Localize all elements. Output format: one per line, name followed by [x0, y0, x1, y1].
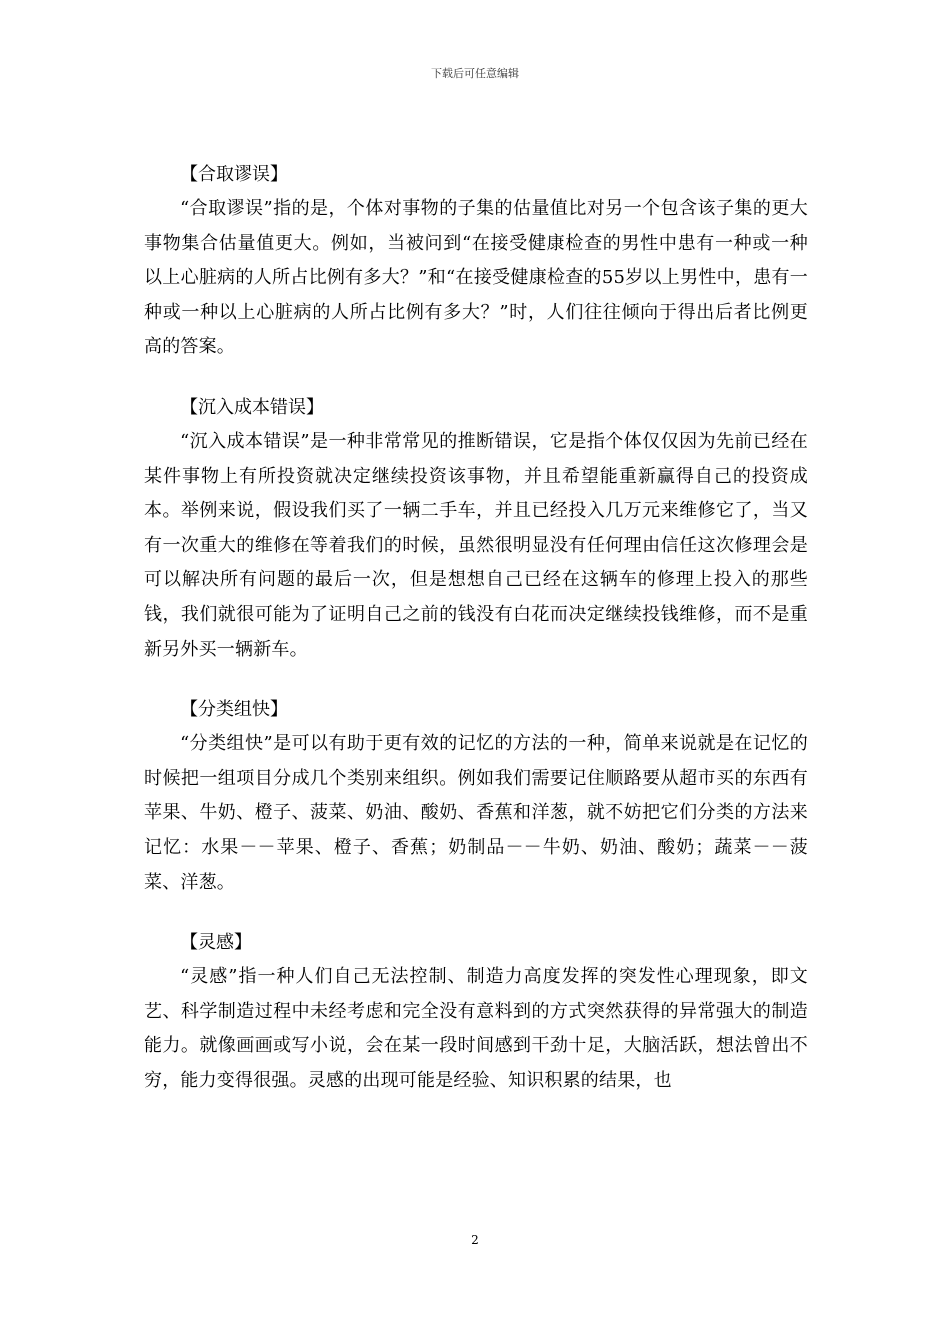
page-header: 下载后可任意编辑	[431, 67, 519, 80]
document-body	[144, 158, 808, 1124]
section-paragraph: “灵感”指一种人们自己无法控制、制造力高度发挥的突发性心理现象，即文艺、科学制造过程中未经考虑和完全没有意料到的方式突然获得的异常强大的制造能力。就像画画或写小说，会在某一段时间感到干劲十足，大脑活跃，想法曾出不穷，能力变得很强。灵感的出现可能是经验、知识积累的结果，也	[144, 966, 808, 1091]
section-title: 【合取谬误】	[180, 164, 288, 185]
section-chunking	[144, 693, 808, 900]
section-sunk-cost-error	[144, 391, 808, 667]
section-paragraph: “分类组快”是可以有助于更有效的记忆的方法的一种，简单来说就是在记忆的时候把一组项目分成几个类别来组织。例如我们需要记住顺路要从超市买的东西有苹果、牛奶、橙子、菠菜、奶油、酸奶、香蕉和洋葱，就不妨把它们分类的方法来记忆：水果－－苹果、橙子、香蕉；奶制品－－牛奶、奶油、酸奶；蔬菜－－菠菜、洋葱。	[144, 733, 808, 893]
page-number: 2	[471, 1233, 479, 1247]
section-paragraph: “合取谬误”指的是，个体对事物的子集的估量值比对另一个包含该子集的更大事物集合估量值更大。例如，当被问到“在接受健康检查的男性中患有一种或一种以上心脏病的人所占比例有多大？”和“在接受健康检查的55岁以上男性中，患有一种或一种以上心脏病的人所占比例有多大？”时，人们往往倾向于得出后者比例更高的答案。	[144, 198, 808, 358]
section-title: 【沉入成本错误】	[180, 396, 324, 418]
section-conjunction-fallacy	[144, 158, 808, 365]
section-title: 【分类组快】	[180, 699, 288, 721]
section-paragraph: “沉入成本错误”是一种非常常见的推断错误，它是指个体仅仅因为先前已经在某件事物上有所投资就决定继续投资该事物，并且希望能重新赢得自己的投资成本。举例来说，假设我们买了一辆二手车，并且已经投入几万元来维修它了，当又有一次重大的维修在等着我们的时候，虽然很明显没有任何理由信任这次修理会是可以解决所有问题的最后一次，但是想想自己已经在这辆车的修理上投入的那些钱，我们就很可能为了证明自己之前的钱没有白花而决定继续投钱维修，而不是重新另外买一辆新车。	[144, 430, 808, 660]
section-inspiration	[144, 926, 808, 1098]
section-title: 【灵感】	[180, 932, 252, 954]
